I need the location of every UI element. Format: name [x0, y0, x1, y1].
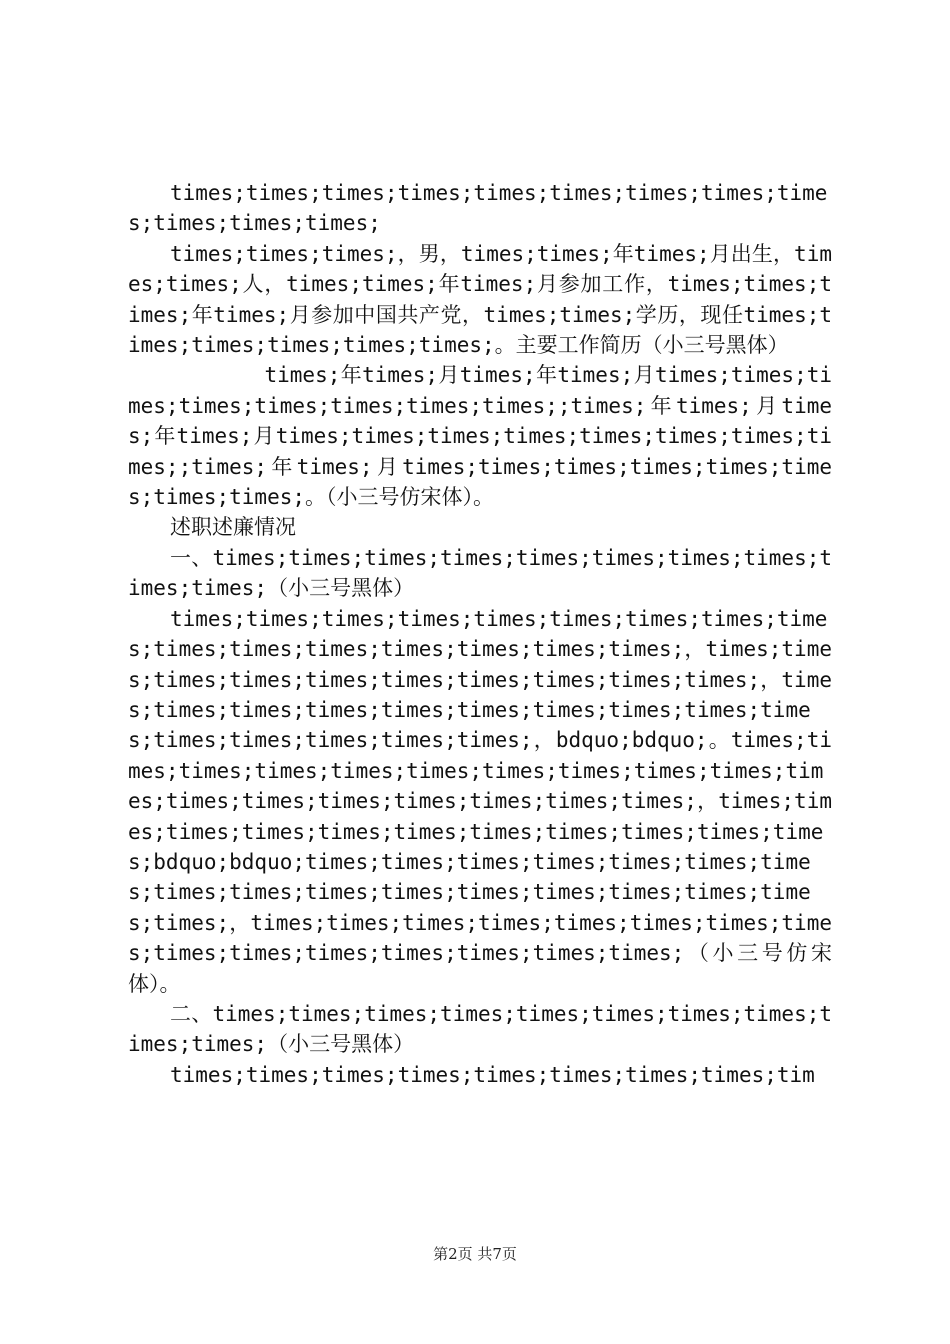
paragraph-header-placeholder: times;times;times;times;times;times;times;times;times;times;times;times;: [128, 181, 828, 236]
paragraph-work-history: times;年times;月times;年times;月times;times;times;times;times;times;times;times;;times;年times;月times;年times;月times;times;times;times;times;times;times;times;;times;年times;月times;times;times;times;times;times;times;times;。（小三号仿宋体）。: [128, 363, 832, 510]
section-heading-report: 述职述廉情况: [170, 515, 296, 540]
page-number-footer: 第2页 共7页: [433, 1245, 517, 1263]
paragraph-section-one-body: times;times;times;times;times;times;times;times;times;times;times;times;times;times;times;times;，times;times;times;times;times;times;times;times;times;times;，times;times;times;times;times;times;times;times;times;times;times;times;times;times;times;，bdquo;bdquo;。times;times;times;times;times;times;times;times;times;times;times;times;times;times;times;times;times;times;，times;times;times;times;times;times;times;times;times;times;times;bdquo;bdquo;times;times;times;times;times;times;times;times;times;times;times;times;times;times;times;times;times;，times;times;times;times;times;times;times;times;times;times;times;times;times;times;times;（小三号仿宋体）。: [128, 606, 832, 996]
section-heading-two: 二、times;times;times;times;times;times;times;times;times;times;（小三号黑体）: [128, 1001, 832, 1057]
paragraph-section-two-body: times;times;times;times;times;times;times;times;tim: [170, 1062, 815, 1087]
section-heading-one: 一、times;times;times;times;times;times;times;times;times;times;（小三号黑体）: [128, 545, 832, 601]
document-body: [128, 178, 832, 1090]
paragraph-personal-profile: times;times;times;，男，times;times;年times;月出生，times;times;人，times;times;年times;月参加工作，times;times;times;年times;月参加中国共产党，times;times;学历，现任times;times;times;times;times;times;。主要工作简历（小三号黑体）: [128, 241, 832, 358]
